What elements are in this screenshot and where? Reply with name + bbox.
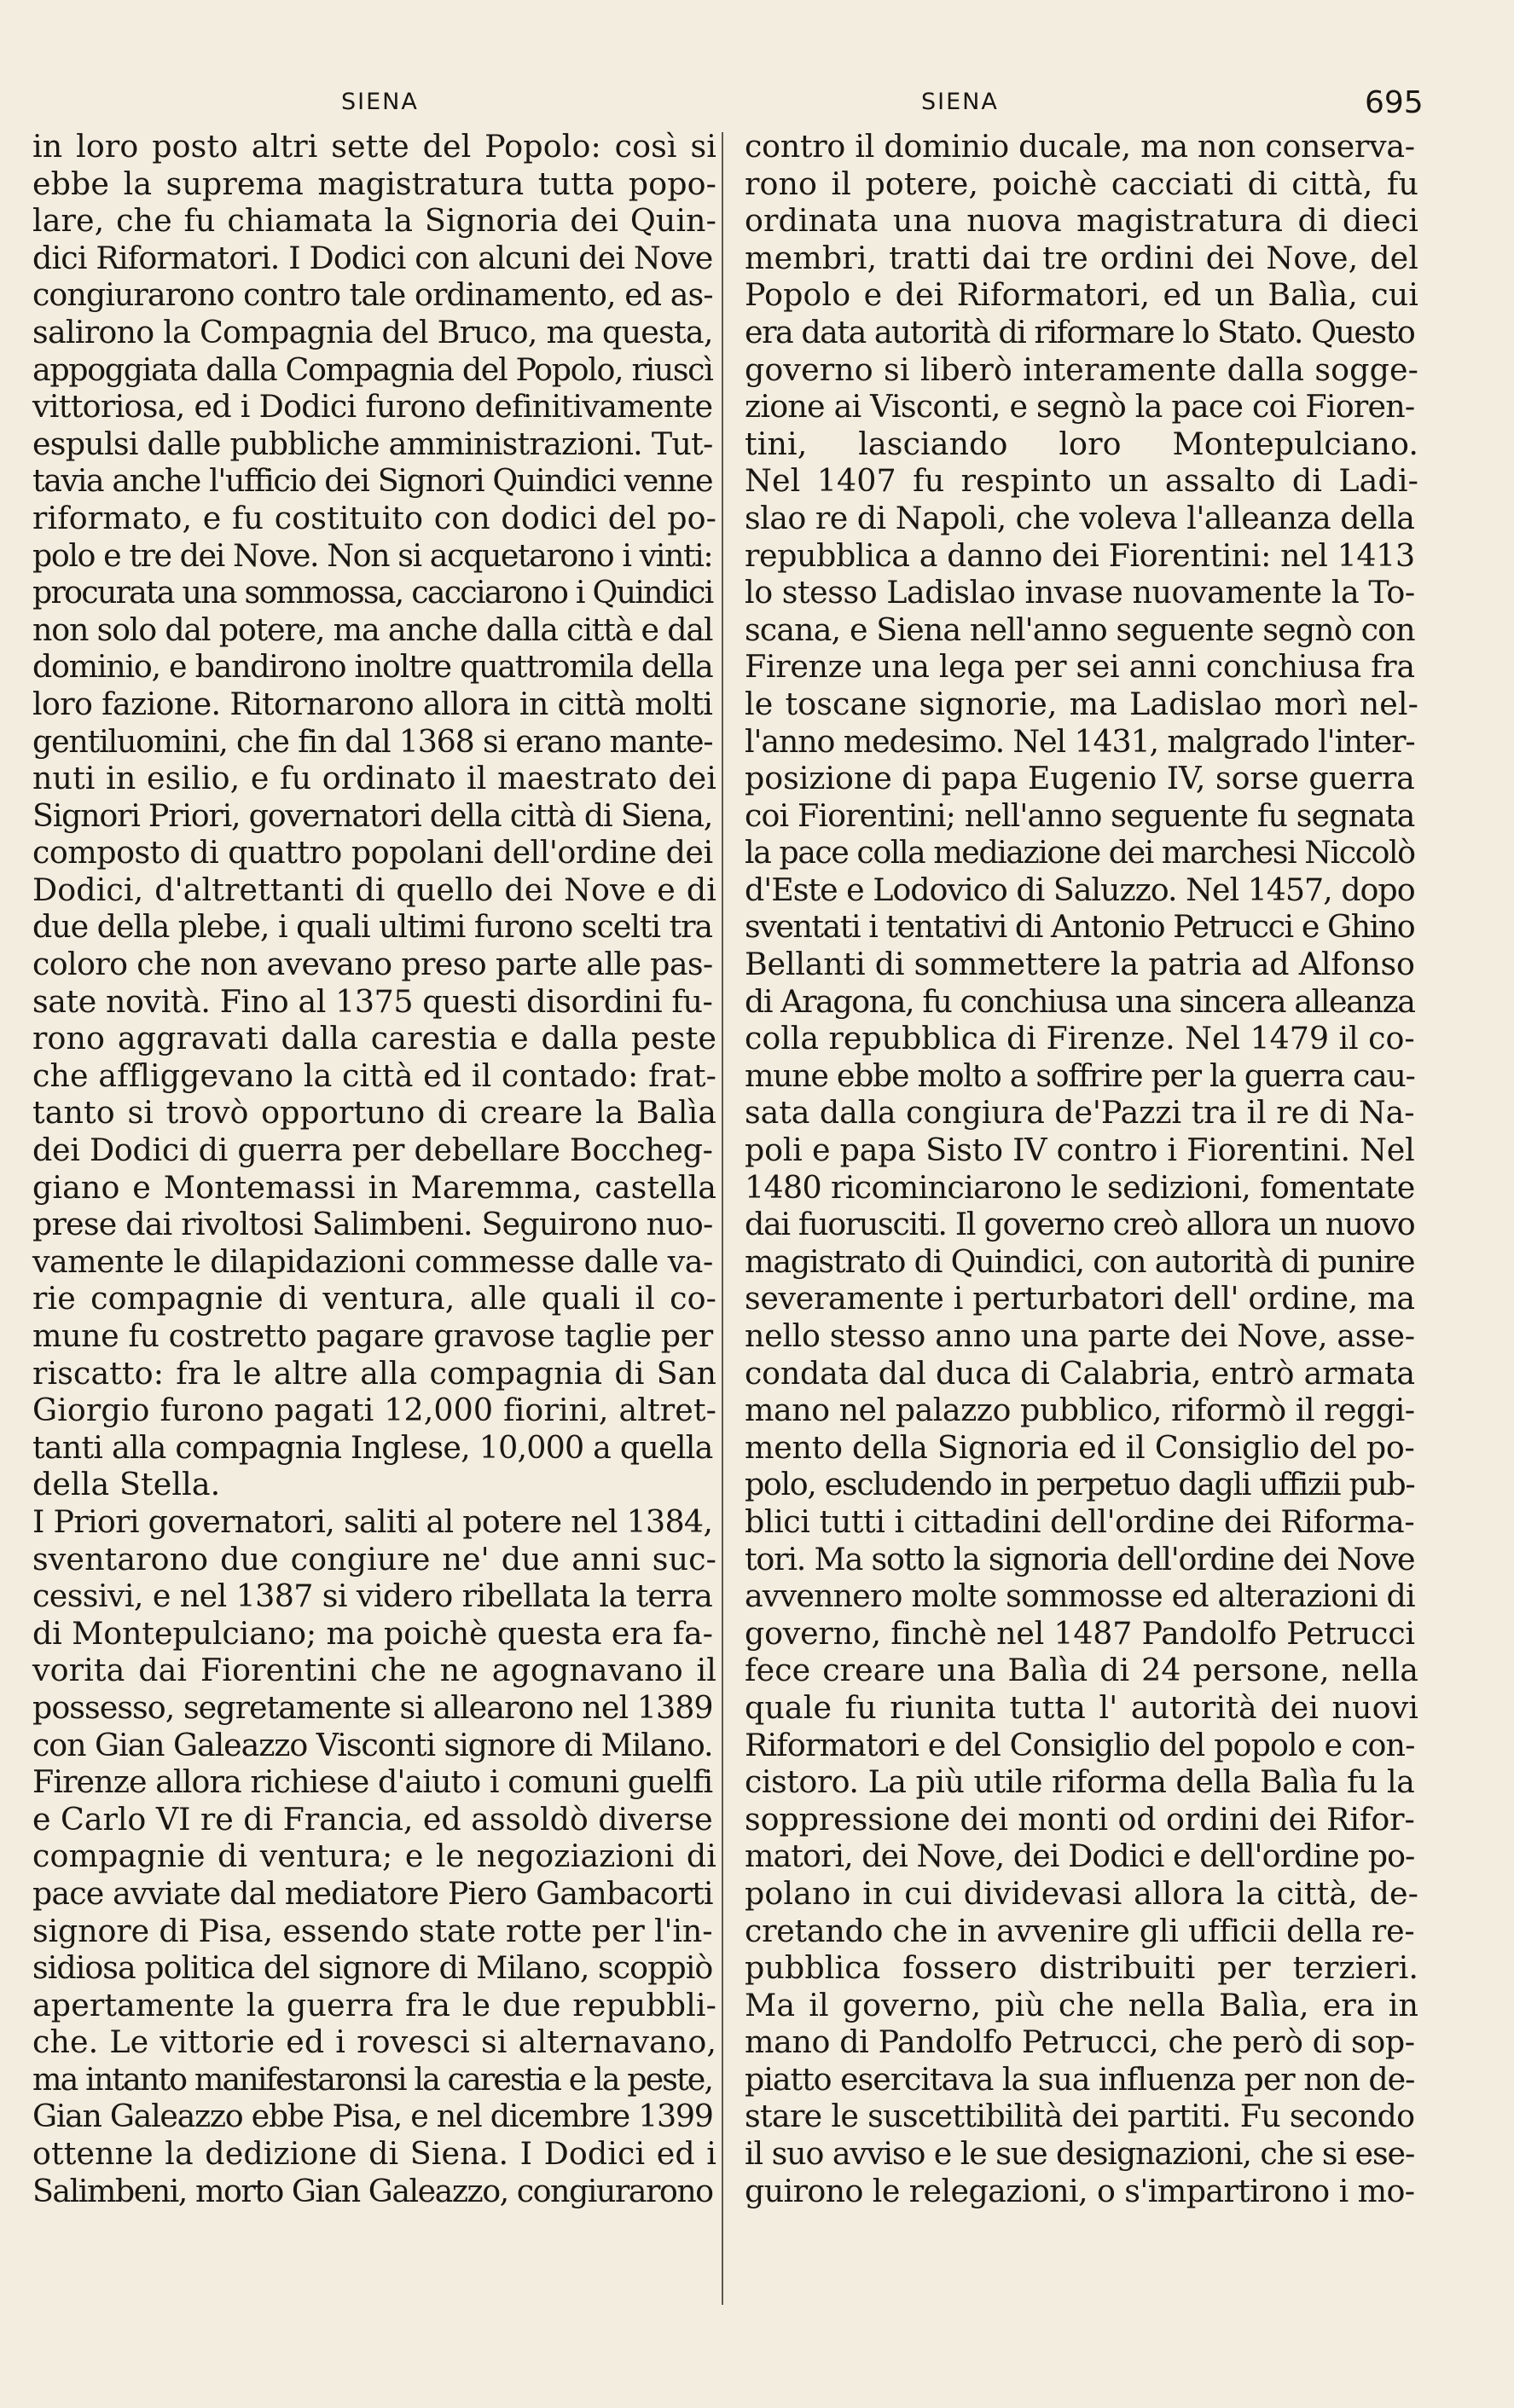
text-line: non solo dal potere, ma anche dalla città e dal (32, 611, 713, 648)
text-line: governo si liberò interamente dalla sogge- (745, 350, 1418, 388)
text-line: pace avviate dal mediatore Piero Gambacorti (32, 1874, 713, 1912)
text-line: slao re di Napoli, che voleva l'alleanza della (745, 499, 1415, 536)
text-line: lare, che fu chiamata la Signoria dei Quin- (32, 202, 716, 240)
text-line: salirono la Compagnia del Bruco, ma questa, (32, 313, 713, 350)
text-line: d'Este e Lodovico di Saluzzo. Nel 1457, dopo (745, 871, 1415, 908)
text-line: giano e Montemassi in Maremma, castella (32, 1168, 716, 1206)
text-line: Giorgio furono pagati 12,000 fiorini, altret- (32, 1392, 716, 1429)
text-line: colla repubblica di Firenze. Nel 1479 il co- (745, 1020, 1415, 1057)
text-line: Firenze allora richiese d'aiuto i comuni guelfi (32, 1763, 713, 1801)
text-line: nuti in esilio, e fu ordinato il maestrato dei (32, 760, 716, 797)
text-line: la pace colla mediazione dei marchesi Niccolò (745, 834, 1415, 871)
text-line: Popolo e dei Riformatori, ed un Balìa, cui (745, 276, 1418, 314)
text-line: scana, e Siena nell'anno seguente segnò con (745, 611, 1415, 648)
text-line: posizione di papa Eugenio IV, sorse guerra (745, 760, 1415, 797)
text-line: magistrato di Quindici, con autorità di punire (745, 1242, 1415, 1280)
text-line: Firenze una lega per sei anni conchiusa fra (745, 648, 1415, 686)
text-line: sata dalla congiura de'Pazzi tra il re di Na- (745, 1094, 1415, 1132)
text-line: tanti alla compagnia Inglese, 10,000 a quella (32, 1428, 713, 1466)
text-line: che affliggevano la città ed il contado: frat- (32, 1056, 716, 1094)
text-line: 1480 ricominciarono le sedizioni, fomentate (745, 1168, 1415, 1206)
text-line: vorita dai Fiorentini che ne agognavano il (32, 1652, 716, 1689)
text-line: gentiluomini, che fin dal 1368 si erano mante- (32, 722, 713, 760)
left-column (32, 128, 716, 2209)
text-line: piatto esercitava la sua influenza per non de- (745, 2060, 1415, 2098)
text-line: riformato, e fu costituito con dodici del po- (32, 499, 716, 536)
text-line: ebbe la suprema magistratura tutta popo- (32, 165, 716, 202)
right-column (745, 128, 1418, 2209)
text-line: Riformatori e del Consiglio del popolo e con- (745, 1726, 1415, 1763)
text-line: sidiosa politica del signore di Milano, scoppiò (32, 1949, 713, 1987)
text-line: tori. Ma sotto la signoria dell'ordine dei Nove (745, 1540, 1415, 1577)
text-line: Dodici, d'altrettanti di quello dei Nove e di (32, 871, 716, 908)
text-line: cistoro. La più utile riforma della Balìa fu la (745, 1763, 1415, 1801)
text-line: due della plebe, i quali ultimi furono scelti tra (32, 908, 713, 946)
column-divider (722, 132, 723, 2305)
text-line: della Stella. (32, 1466, 221, 1503)
text-line: le toscane signorie, ma Ladislao morì nel- (745, 685, 1418, 722)
text-line: soppressione dei monti od ordini dei Rifor- (745, 1800, 1415, 1838)
text-line: cretando che in avvenire gli ufficii della re- (745, 1912, 1415, 1949)
text-line: in loro posto altri sette del Popolo: così si (32, 128, 716, 165)
text-line: mano nel palazzo pubblico, riformò il reggi- (745, 1392, 1415, 1429)
text-line: dai fuorusciti. Il governo creò allora un nuovo (745, 1206, 1415, 1243)
text-line: di Aragona, fu conchiusa una sincera alleanza (745, 982, 1415, 1020)
page-number: 695 (1365, 85, 1424, 120)
text-line: dei Dodici di guerra per debellare Boccheg- (32, 1132, 713, 1169)
text-line: apertamente la guerra fra le due repubbli- (32, 1986, 716, 2023)
text-line: e Carlo VI re di Francia, ed assoldò diverse (32, 1800, 713, 1838)
text-line: ordinata una nuova magistratura di dieci (745, 202, 1418, 240)
text-line: procurata una sommossa, cacciarono i Quindici (32, 574, 713, 611)
text-line: vittoriosa, ed i Dodici furono definitivamente (32, 388, 713, 425)
text-line: polo, escludendo in perpetuo dagli uffizii pub- (745, 1466, 1415, 1503)
text-line: rono il potere, poichè cacciati di città, fu (745, 165, 1418, 202)
text-line: quale fu riunita tutta l' autorità dei nuovi (745, 1688, 1418, 1726)
text-line: membri, tratti dai tre ordini dei Nove, del (745, 239, 1418, 276)
text-line: tavia anche l'ufficio dei Signori Quindici venne (32, 462, 713, 500)
text-line: signore di Pisa, essendo state rotte per l'in- (32, 1912, 713, 1949)
text-line: espulsi dalle pubbliche amministrazioni. Tut- (32, 425, 713, 462)
text-line: ma intanto manifestaronsi la carestia e la peste, (32, 2060, 713, 2098)
text-line: Signori Priori, governatori della città di Siena, (32, 796, 713, 834)
text-line: condata dal duca di Calabria, entrò armata (745, 1354, 1415, 1392)
text-line: vamente le dilapidazioni commesse dalle va- (32, 1242, 713, 1280)
text-line: blici tutti i cittadini dell'ordine dei Riforma- (745, 1502, 1415, 1540)
text-line: sventati i tentativi di Antonio Petrucci e Ghino (745, 908, 1415, 946)
text-line: loro fazione. Ritornarono allora in città molti (32, 685, 713, 722)
text-line: il suo avviso e le sue designazioni, che si ese- (745, 2135, 1415, 2173)
text-line: mento della Signoria ed il Consiglio del po- (745, 1428, 1415, 1466)
text-line: che. Le vittorie ed i rovesci si alternavano, (32, 2023, 716, 2061)
text-line: polo e tre dei Nove. Non si acquetarono i vinti: (32, 536, 713, 574)
text-line: avvennero molte sommosse ed alterazioni di (745, 1577, 1415, 1615)
text-line: zione ai Visconti, e segnò la pace coi Fioren- (745, 388, 1415, 425)
text-line: polano in cui dividevasi allora la città, de- (745, 1874, 1418, 1912)
text-line: mune ebbe molto a soffrire per la guerra cau- (745, 1056, 1415, 1094)
text-line: tanto si trovò opportuno di creare la Balìa (32, 1094, 716, 1132)
text-line: governo, finchè nel 1487 Pandolfo Petrucci (745, 1614, 1415, 1652)
text-line: Ma il governo, più che nella Balìa, era in (745, 1986, 1418, 2023)
text-line: nello stesso anno una parte dei Nove, asse- (745, 1317, 1415, 1354)
text-line: lo stesso Ladislao invase nuovamente la To- (745, 574, 1415, 611)
text-line: appoggiata dalla Compagnia del Popolo, riuscì (32, 350, 713, 388)
text-line: congiurarono contro tale ordinamento, ed as- (32, 276, 713, 314)
text-line: era data autorità di riformare lo Stato. Questo (745, 313, 1415, 350)
text-line: coloro che non avevano preso parte alle pas- (32, 946, 713, 983)
text-line: tini, lasciando loro Montepulciano. (745, 425, 1418, 462)
text-line: stare le suscettibilità dei partiti. Fu secondo (745, 2098, 1415, 2135)
text-line: Salimbeni, morto Gian Galeazzo, congiurarono (32, 2172, 713, 2209)
text-line: guirono le relegazioni, o s'impartirono i mo- (745, 2172, 1415, 2209)
text-line: poli e papa Sisto IV contro i Fiorentini. Nel (745, 1132, 1415, 1169)
text-line: I Priori governatori, saliti al potere nel 1384, (32, 1502, 713, 1540)
text-line: dici Riformatori. I Dodici con alcuni dei Nove (32, 239, 713, 276)
text-line: dominio, e bandirono inoltre quattromila della (32, 648, 713, 686)
left-running-head: SIENA (341, 89, 419, 115)
text-line: coi Fiorentini; nell'anno seguente fu segnata (745, 796, 1415, 834)
text-line: mune fu costretto pagare gravose taglie per (32, 1317, 713, 1354)
text-line: Gian Galeazzo ebbe Pisa, e nel dicembre 1399 (32, 2098, 713, 2135)
text-line: l'anno medesimo. Nel 1431, malgrado l'inter- (745, 722, 1415, 760)
text-line: severamente i perturbatori dell' ordine, ma (745, 1280, 1415, 1317)
text-line: pubblica fossero distribuiti per terzieri. (745, 1949, 1418, 1987)
text-line: cessivi, e nel 1387 si videro ribellata la terra (32, 1577, 713, 1615)
text-line: compagnie di ventura; e le negoziazioni di (32, 1838, 716, 1875)
text-line: fece creare una Balìa di 24 persone, nella (745, 1652, 1418, 1689)
text-line: repubblica a danno dei Fiorentini: nel 1413 (745, 536, 1415, 574)
text-line: riscatto: fra le altre alla compagnia di San (32, 1354, 716, 1392)
text-line: composto di quattro popolani dell'ordine dei (32, 834, 713, 871)
text-line: contro il dominio ducale, ma non conserva- (745, 128, 1415, 165)
text-line: di Montepulciano; ma poichè questa era fa- (32, 1614, 713, 1652)
text-line: con Gian Galeazzo Visconti signore di Milano. (32, 1726, 713, 1763)
text-line: sventarono due congiure ne' due anni suc- (32, 1540, 716, 1577)
text-line: possesso, segretamente si allearono nel 1389 (32, 1688, 713, 1726)
text-line: sate novità. Fino al 1375 questi disordini fu- (32, 982, 713, 1020)
text-line: Bellanti di sommettere la patria ad Alfonso (745, 946, 1415, 983)
right-running-head: SIENA (921, 89, 999, 115)
text-line: rono aggravati dalla carestia e dalla peste (32, 1020, 716, 1057)
text-line: ottenne la dedizione di Siena. I Dodici ed i (32, 2135, 716, 2173)
text-line: rie compagnie di ventura, alle quali il co- (32, 1280, 716, 1317)
text-line: matori, dei Nove, dei Dodici e dell'ordine po- (745, 1838, 1415, 1875)
text-line: Nel 1407 fu respinto un assalto di Ladi- (745, 462, 1418, 500)
text-line: mano di Pandolfo Petrucci, che però di sop- (745, 2023, 1415, 2061)
text-line: prese dai rivoltosi Salimbeni. Seguirono nuo- (32, 1206, 713, 1243)
